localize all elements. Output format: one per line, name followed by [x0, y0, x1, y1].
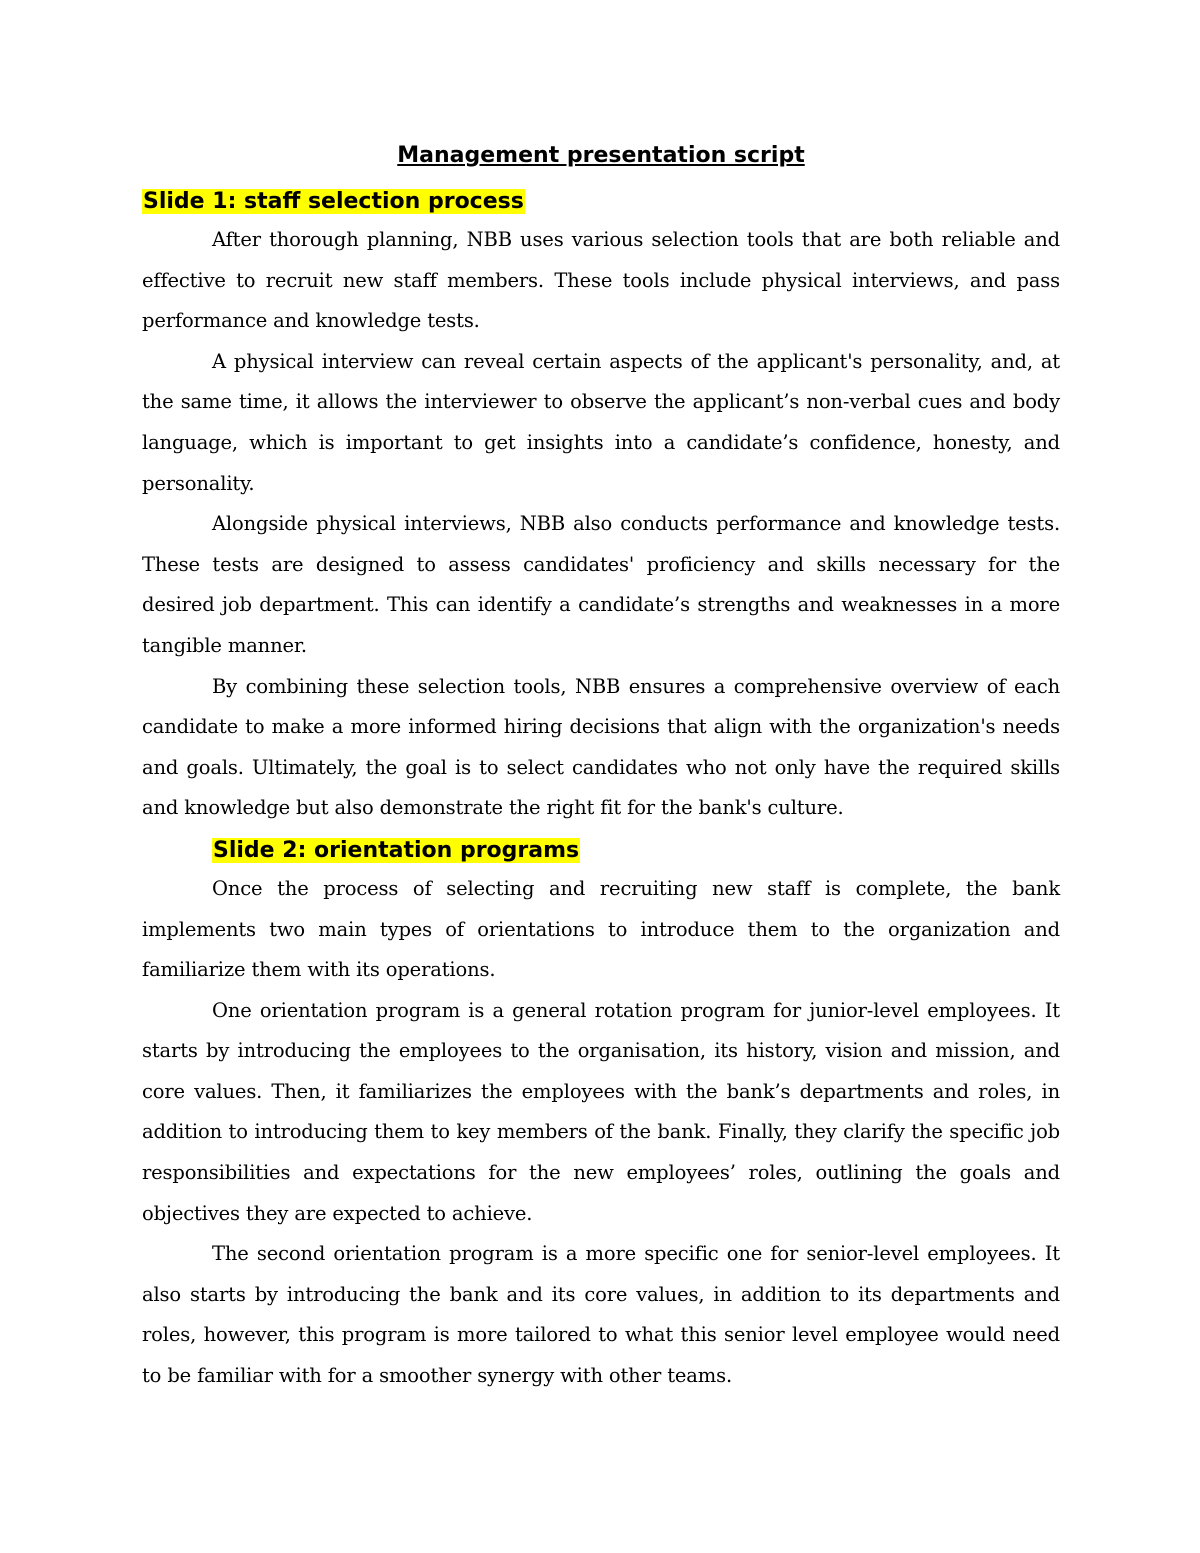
slide-1-paragraph-3: Alongside physical interviews, NBB also conducts performance and knowledge tests. These tests are designed to assess candidates' proficiency and skills necessary for the desired job department. This can identify a candidate’s strengths and weaknesses in a more tangible manner.: [142, 512, 1060, 657]
slide-1-paragraph-2: A physical interview can reveal certain aspects of the applicant's personality, and, at the same time, it allows the interviewer to observe the applicant’s non-verbal cues and body language, which is important to get insights into a candidate’s confidence, honesty, and personality.: [142, 349, 1060, 495]
slide-1-heading-text: Slide 1: staff selection process: [143, 189, 524, 214]
slide-2-heading-text: Slide 2: orientation programs: [213, 837, 580, 863]
slide-2-paragraph-1: Once the process of selecting and recruiting new staff is complete, the bank implements two main types of orientations to introduce them to the organization and familiarize them with its operations.: [142, 876, 1060, 982]
document-page: [142, 140, 1060, 1397]
slide-2-heading: [142, 833, 1060, 869]
slide-1-paragraph-1: After thorough planning, NBB uses various selection tools that are both reliable and effective to recruit new staff members. These tools include physical interviews, and pass performance and knowledge tests.: [142, 228, 1060, 333]
slide-1-heading: [142, 184, 1060, 220]
slide-1-paragraph-4: By combining these selection tools, NBB ensures a comprehensive overview of each candidate to make a more informed hiring decisions that align with the organization's needs and goals. Ultimately, the goal is to select candidates who not only have the required skills and knowledge but also demonstrate the right fit for the bank's culture.: [142, 674, 1060, 820]
slide-2-paragraph-2: One orientation program is a general rotation program for junior-level employees. It starts by introducing the employees to the organisation, its history, vision and mission, and core values. Then, it familiarizes the employees with the bank’s departments and roles, in addition to introducing them to key members of the bank. Finally, they clarify the specific job responsibilities and expectations for the new employees’ roles, outlining the goals and objectives they are expected to achieve.: [142, 998, 1060, 1225]
slide-2-paragraph-3: The second orientation program is a more specific one for senior-level employees. It also starts by introducing the bank and its core values, in addition to its departments and roles, however, this program is more tailored to what this senior level employee would need to be familiar with for a smoother synergy with other teams.: [142, 1242, 1060, 1388]
document-title: Management presentation script: [397, 143, 805, 168]
